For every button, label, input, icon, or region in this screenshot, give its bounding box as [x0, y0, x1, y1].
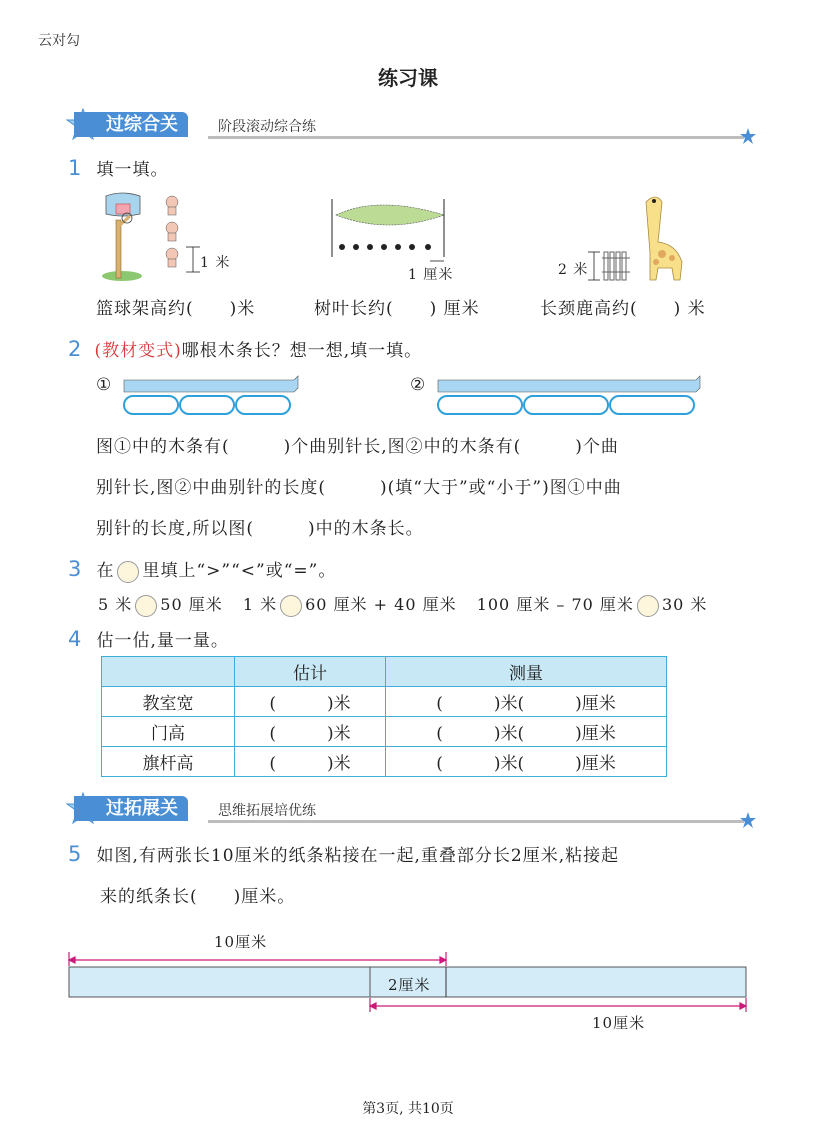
compare-left: 5 米	[98, 595, 133, 614]
compare-items	[98, 592, 707, 617]
question-prompt: 填一填。	[96, 160, 169, 180]
compare-right: 30 米	[661, 595, 708, 614]
compare-circle-input[interactable]	[637, 595, 659, 617]
measure-cell[interactable]: ( )米( )厘米	[386, 717, 667, 747]
question-1	[68, 155, 168, 180]
page-title: 练习课	[378, 66, 438, 90]
question-number: 2	[68, 337, 82, 361]
question-prompt-before: 在	[96, 561, 115, 581]
header-cell: 估计	[235, 657, 386, 687]
compare-right: 60 厘米 + 40 厘米	[305, 595, 457, 614]
question-3	[68, 556, 336, 583]
table-row	[102, 717, 667, 747]
question-tag: (教材变式)	[94, 341, 182, 361]
table-row	[102, 687, 667, 717]
leaf-ants-figure	[328, 195, 448, 265]
question-5-line-1: 如图,有两张长10厘米的纸条粘接在一起,重叠部分长2厘米,粘接起	[96, 846, 620, 866]
section-tab-label: 过综合关	[74, 112, 188, 137]
basket-answer: 篮球架高约( )米	[96, 299, 256, 319]
question-4	[68, 626, 229, 651]
section-subtitle: 阶段滚动综合练	[218, 119, 316, 135]
giraffe-answer: 长颈鹿高约( ) 米	[540, 299, 706, 319]
overlap-label: 2厘米	[388, 976, 431, 994]
question-5	[68, 841, 619, 866]
figure-1-stick-clips	[120, 374, 305, 418]
star-icon	[740, 812, 756, 828]
estimate-cell[interactable]: ( )米	[235, 687, 386, 717]
star-icon	[740, 128, 756, 144]
item-cell: 旗杆高	[102, 747, 235, 777]
question-prompt: 估一估,量一量。	[96, 631, 229, 651]
brand-label: 云对勾	[38, 33, 80, 49]
table-header-row	[102, 657, 667, 687]
estimate-cell[interactable]: ( )米	[235, 747, 386, 777]
giraffe-scale-label: 2 米	[558, 262, 589, 278]
basket-scale-label: 1 米	[200, 255, 231, 271]
question-2-line-3: 别针的长度,所以图( )中的木条长。	[96, 519, 424, 539]
giraffe-fence-figure	[586, 192, 701, 284]
table-row	[102, 747, 667, 777]
figure-1-label: ①	[96, 375, 113, 395]
section-header-1	[66, 108, 756, 142]
question-5-line-2: 来的纸条长( )厘米。	[100, 887, 296, 907]
section-tab-label: 过拓展关	[74, 796, 188, 821]
item-cell: 门高	[102, 717, 235, 747]
section-header-2	[66, 792, 756, 826]
compare-left: 100 厘米 – 70 厘米	[476, 595, 634, 614]
question-2-line-1: 图①中的木条有( )个曲别针长,图②中的木条有( )个曲	[96, 437, 619, 457]
strip-top-label: 10厘米	[214, 933, 268, 951]
compare-circle-input[interactable]	[135, 595, 157, 617]
header-cell	[102, 657, 235, 687]
estimate-cell[interactable]: ( )米	[235, 717, 386, 747]
estimate-table	[101, 656, 667, 777]
page-footer: 第3页, 共10页	[362, 1101, 454, 1117]
figure-2-label: ②	[410, 375, 427, 395]
question-prompt: 哪根木条长？想一想,填一填。	[181, 341, 423, 361]
figure-2-stick-clips	[434, 374, 706, 418]
header-cell: 测量	[386, 657, 667, 687]
compare-right: 50 厘米	[160, 595, 223, 614]
compare-left: 1 米	[242, 595, 278, 614]
measure-cell[interactable]: ( )米( )厘米	[386, 687, 667, 717]
question-number: 4	[68, 627, 82, 651]
section-divider	[208, 820, 744, 823]
measure-cell[interactable]: ( )米( )厘米	[386, 747, 667, 777]
leaf-scale-label: 1 厘米	[408, 267, 454, 283]
question-2	[68, 336, 422, 361]
item-cell: 教室宽	[102, 687, 235, 717]
question-prompt-after: 里填上“>”“<”或“=”。	[142, 561, 337, 581]
compare-circle-input[interactable]	[280, 595, 302, 617]
question-number: 1	[68, 156, 82, 180]
question-2-line-2: 别针长,图②中曲别针的长度( )(填“大于”或“小于”)图①中曲	[96, 478, 622, 498]
answer-circle-icon	[117, 561, 139, 583]
section-divider	[208, 136, 744, 139]
leaf-answer: 树叶长约( ) 厘米	[314, 299, 480, 319]
strip-bottom-label: 10厘米	[592, 1014, 646, 1032]
section-subtitle: 思维拓展培优练	[218, 803, 316, 819]
question-number: 5	[68, 842, 82, 866]
question-number: 3	[68, 557, 82, 581]
